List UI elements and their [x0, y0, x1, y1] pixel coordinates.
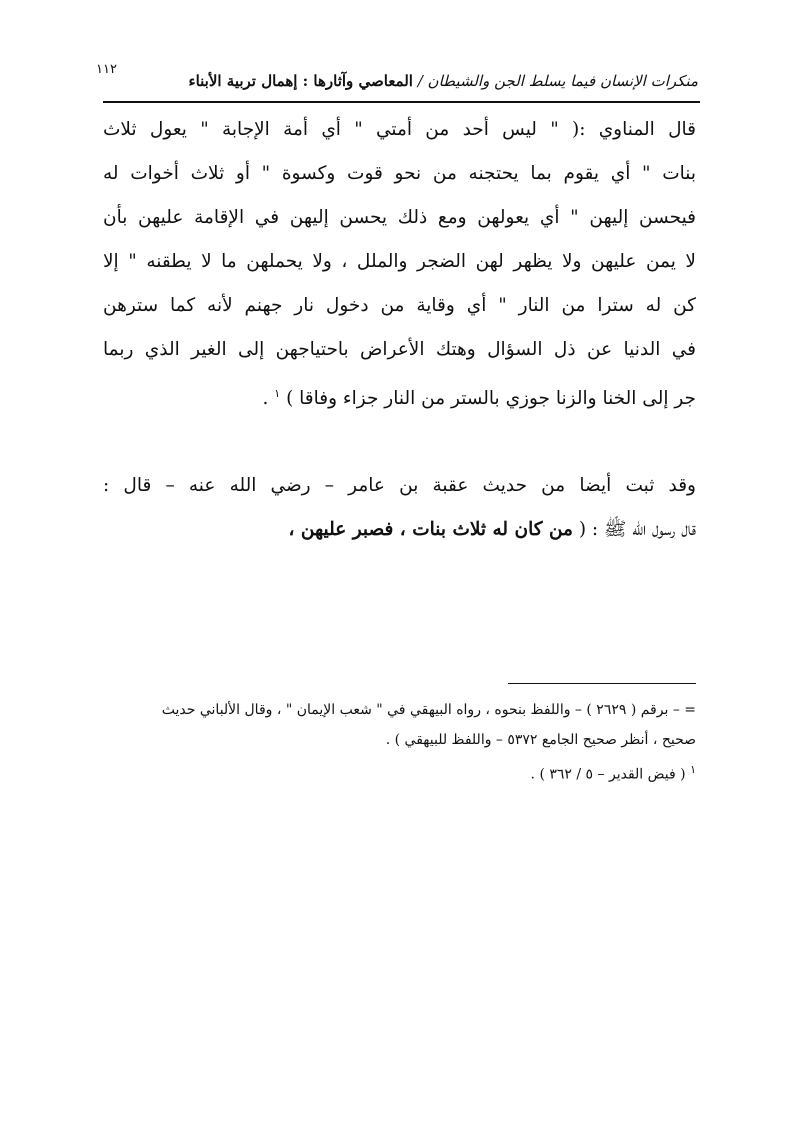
header-book-title: منكرات الإنسان فيما يسلط الجن والشيطان /: [412, 72, 698, 90]
footnote-line: صحيح ، أنظر صحيح الجامع ٥٣٧٢ – واللفظ للبيهقي ) .: [385, 732, 696, 748]
body-line: كن له سترا من النار " أي وقاية من دخول نار جهنم لأنه كما سترهن: [103, 295, 696, 316]
body-line: بنات " أي يقوم بما يحتجنه من نحو قوت وكسوة " أو ثلاث أخوات له: [103, 163, 696, 184]
body-line: قال المناوي :( " ليس أحد من أمتي " أي أمة الإجابة " يعول ثلاث: [103, 119, 696, 140]
footnote-text: ( فيض القدير – ٥ / ٣٦٢ ) .: [530, 766, 691, 783]
body-line: في الدنيا عن ذل السؤال وهتك الأعراض باحتياجهن إلى الغير الذي ربما: [103, 339, 696, 360]
footnote-rule: [508, 683, 696, 684]
body-line-last: [103, 372, 696, 416]
sentence-end-mark: .: [262, 388, 269, 410]
footnote-reference: ١: [274, 387, 281, 400]
header-chapter-title: المعاصي وآثارها : إهمال تربية الأبناء: [188, 72, 413, 90]
page-number: ١١٢: [96, 62, 117, 77]
body-line: فيحسن إليهن " أي يعولهن ومع ذلك يحسن إليهن في الإقامة عليهن بأن: [103, 207, 696, 228]
body-line-text: جر إلى الخنا والزنا جوزي بالستر من النار جزاء وفاقا ): [286, 388, 696, 410]
body-line-hadith: [103, 508, 696, 552]
body-line: لا يمن عليهن ولا يظهر لهن الضجر والملل ، ولا يحملهن ما لا يطقنه " إلا: [103, 251, 696, 272]
header-rule: [103, 101, 700, 103]
footnote-1: [103, 755, 696, 785]
hadith-text: من كان له ثلاث بنات ، فصبر عليهن ،: [288, 519, 573, 540]
paragraph-1: [103, 108, 696, 416]
paragraph-2: [103, 464, 696, 552]
hadith-intro: قال رسول الله ﷺ : (: [572, 519, 696, 540]
footnotes: [103, 695, 696, 785]
footnote-line: = – برقم ( ٢٦٢٩ ) – واللفظ بنحوه ، رواه البيهقي في " شعب الإيمان " ، وقال الألباني حديث: [161, 702, 696, 718]
body-line: وقد ثبت أيضا من حديث عقبة بن عامر – رضي الله عنه – قال :: [103, 475, 696, 496]
footnote-number: ١: [690, 763, 696, 776]
running-header: [175, 72, 698, 90]
